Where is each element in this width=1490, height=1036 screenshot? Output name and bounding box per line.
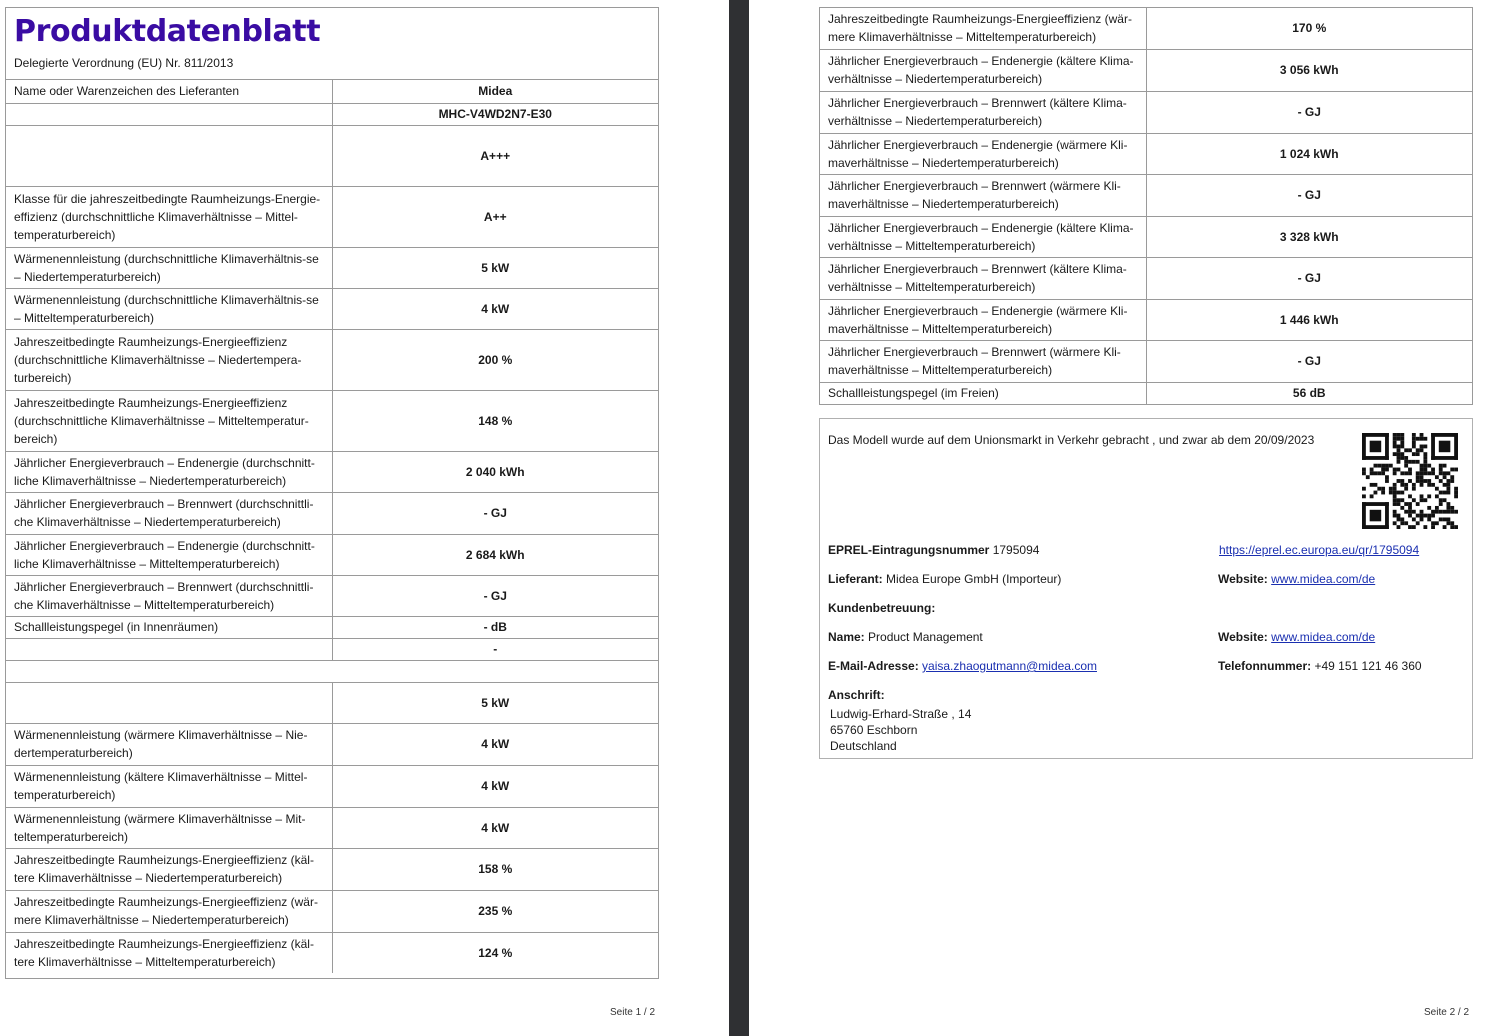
row-label: Schallleistungspegel (im Freien) (820, 382, 1146, 404)
row-value: 4 kW (332, 807, 658, 848)
row-value: - (332, 638, 658, 660)
table-row (820, 299, 1472, 340)
row-label: Jährlicher Energieverbrauch – Brennwert (kältere Klima-verhältnisse – Niedertemperaturbereich) (820, 91, 1146, 133)
row-value: - dB (332, 616, 658, 638)
table-row (6, 390, 658, 451)
row-value: 4 kW (332, 723, 658, 765)
row-label (6, 638, 332, 660)
row-value: - GJ (332, 492, 658, 534)
row-label: Jährlicher Energieverbrauch – Brennwert (wärmere Kli-maverhältnisse – Mitteltemperaturbereich) (820, 340, 1146, 382)
support-heading-text: Kundenbetreuung: (828, 601, 936, 615)
row-value: 4 kW (332, 288, 658, 329)
row-label: Jahreszeitbedingte Raumheizungs-Energieeffizienz (käl-tere Klimaverhältnisse – Niedertemperaturbereich) (6, 848, 332, 890)
email-label: E-Mail-Adresse: (828, 659, 919, 673)
supplier-info-box (819, 418, 1473, 759)
table-row (6, 247, 658, 288)
row-label: Name oder Warenzeichen des Lieferanten (6, 80, 332, 103)
row-value: Midea (478, 84, 513, 99)
row-label: Jahreszeitbedingte Raumheizungs-Energieeffizienz (wär-mere Klimaverhältnisse – Mitteltemperaturbereich) (820, 8, 1146, 49)
eprel-label: EPREL-Eintragungsnummer (828, 543, 990, 557)
page-number: Seite 1 / 2 (610, 1007, 656, 1018)
table-row (820, 340, 1472, 382)
row-value: - GJ (1146, 174, 1472, 216)
row-label: Jahreszeitbedingte Raumheizungs-Energieeffizienz (wär-mere Klimaverhältnisse – Niedertemperaturbereich) (6, 890, 332, 932)
email-link[interactable]: yaisa.zhaogutmann@midea.com (922, 659, 1097, 673)
row-value: A+++ (332, 125, 658, 186)
address-line: 65760 Eschborn (830, 723, 918, 737)
table-row (6, 638, 658, 660)
spec-table-page-2 (820, 8, 1472, 404)
row-value: 3 056 kWh (1146, 49, 1472, 91)
row-value: 158 % (332, 848, 658, 890)
market-date-text: Das Modell wurde auf dem Unionsmarkt in Verkehr gebracht , und zwar ab dem 20/09/2023 (828, 433, 1315, 447)
row-value: 1 024 kWh (1146, 133, 1472, 174)
eprel-link[interactable]: https://eprel.ec.europa.eu/qr/1795094 (1219, 543, 1420, 557)
supplier-line (828, 572, 1061, 586)
row-label: Jahreszeitbedingte Raumheizungs-Energieeffizienz (durchschnittliche Klimaverhältnisse – Mitteltemperatur-bereich) (6, 390, 332, 451)
table-row (6, 451, 658, 492)
table-row (6, 807, 658, 848)
row-label: Jährlicher Energieverbrauch – Brennwert (durchschnittli-che Klimaverhältnisse – Mitteltemperaturbereich) (6, 575, 332, 616)
page-number: Seite 2 / 2 (1424, 1007, 1470, 1018)
supplier-website-link[interactable]: www.midea.com/de (1271, 572, 1376, 586)
table-row (820, 382, 1472, 404)
table-row (820, 8, 1472, 49)
row-label: Klasse für die jahreszeitbedingte Raumheizungs-Energie-effizienz (durchschnittliche Klimaverhältnisse – Mittel-temperaturbereich) (6, 186, 332, 247)
row-value: - GJ (1146, 340, 1472, 382)
address-label: Anschrift: (828, 688, 885, 702)
page-title: Produktdatenblatt (14, 14, 321, 49)
row-value: 56 dB (1146, 382, 1472, 404)
row-value: 124 % (332, 932, 658, 973)
spec-table-page-1 (6, 80, 658, 973)
row-label: Jahreszeitbedingte Raumheizungs-Energieeffizienz (käl-tere Klimaverhältnisse – Mitteltemperaturbereich) (6, 932, 332, 973)
row-value: 2 684 kWh (332, 534, 658, 575)
supplier-website-line (1218, 572, 1375, 586)
table-row (6, 616, 658, 638)
table-row (6, 575, 658, 616)
row-value: 4 kW (332, 765, 658, 807)
row-label: Jährlicher Energieverbrauch – Endenergie (durchschnitt-liche Klimaverhältnisse – Mitteltemperaturbereich) (6, 534, 332, 575)
supplier-label: Lieferant: (828, 572, 883, 586)
row-label: Jahreszeitbedingte Raumheizungs-Energieeffizienz (durchschnittliche Klimaverhältnisse – Niedertempera-turbereich) (6, 329, 332, 390)
table-row (6, 682, 658, 723)
table-row (820, 49, 1472, 91)
table-row (6, 125, 658, 186)
support-website-link[interactable]: www.midea.com/de (1271, 630, 1376, 644)
row-label: Jährlicher Energieverbrauch – Endenergie (wärmere Kli-maverhältnisse – Niedertemperaturbereich) (820, 133, 1146, 174)
row-label: Wärmenennleistung (durchschnittliche Klimaverhältnis-se – Mitteltemperaturbereich) (6, 288, 332, 329)
product-data-sheet (5, 7, 659, 979)
support-website-line (1218, 630, 1375, 644)
regulation-subtitle: Delegierte Verordnung (EU) Nr. 811/2013 (14, 56, 234, 70)
sheet-header (6, 8, 658, 80)
table-row (6, 329, 658, 390)
table-row (6, 660, 658, 682)
website-label: Website: (1218, 630, 1268, 644)
table-row (820, 133, 1472, 174)
supplier-name: Midea Europe GmbH (Importeur) (886, 572, 1062, 586)
table-row (6, 103, 658, 125)
row-value: MHC-V4WD2N7-E30 (332, 103, 658, 125)
table-row (6, 534, 658, 575)
row-label: Jährlicher Energieverbrauch – Brennwert (wärmere Kli-maverhältnisse – Niedertemperaturbereich) (820, 174, 1146, 216)
phone-line (1218, 659, 1422, 673)
eprel-line (828, 543, 1039, 557)
row-label: Jährlicher Energieverbrauch – Endenergie (wärmere Kli-maverhältnisse – Mitteltemperaturbereich) (820, 299, 1146, 340)
contact-name: Product Management (868, 630, 983, 644)
row-label: Jährlicher Energieverbrauch – Endenergie (kältere Klima-verhältnisse – Mitteltemperaturbereich) (820, 216, 1146, 257)
page-1 (0, 0, 729, 1036)
table-row (820, 257, 1472, 299)
page-2 (749, 0, 1490, 1036)
eprel-number: 1795094 (992, 543, 1040, 557)
phone-label: Telefonnummer: (1218, 659, 1312, 673)
address-line: Deutschland (830, 739, 897, 753)
row-label: Wärmenennleistung (durchschnittliche Klimaverhältnis-se – Niedertemperaturbereich) (6, 247, 332, 288)
row-label: Wärmenennleistung (wärmere Klimaverhältnisse – Nie-dertemperaturbereich) (6, 723, 332, 765)
table-row (6, 765, 658, 807)
table-row (820, 91, 1472, 133)
name-label: Name: (828, 630, 865, 644)
row-value: A++ (332, 186, 658, 247)
row-value: - GJ (332, 575, 658, 616)
row-label: Wärmenennleistung (kältere Klimaverhältnisse – Mittel-temperaturbereich) (6, 765, 332, 807)
row-label: Jährlicher Energieverbrauch – Endenergie (durchschnitt-liche Klimaverhältnisse – Niedertemperaturbereich) (6, 451, 332, 492)
table-row (6, 848, 658, 890)
spacer-cell (6, 660, 658, 682)
row-label (6, 682, 332, 723)
table-row (6, 932, 658, 973)
page-divider (729, 0, 749, 1036)
table-row (6, 80, 658, 103)
row-value: - GJ (1146, 91, 1472, 133)
spec-continuation-sheet (819, 7, 1473, 405)
row-label (6, 125, 332, 186)
row-label: Jährlicher Energieverbrauch – Brennwert (durchschnittli-che Klimaverhältnisse – Niedertemperaturbereich) (6, 492, 332, 534)
row-value: 200 % (332, 329, 658, 390)
table-row (820, 216, 1472, 257)
row-value: 3 328 kWh (1146, 216, 1472, 257)
email-line (828, 659, 1097, 673)
website-label: Website: (1218, 572, 1268, 586)
contact-name-line (828, 630, 983, 644)
address-block (830, 706, 971, 754)
row-value: 2 040 kWh (332, 451, 658, 492)
table-row (6, 288, 658, 329)
row-value: 235 % (332, 890, 658, 932)
row-value: 148 % (332, 390, 658, 451)
row-value: - GJ (1146, 257, 1472, 299)
row-value: 5 kW (332, 682, 658, 723)
row-value: 1 446 kWh (1146, 299, 1472, 340)
row-label: Schallleistungspegel (in Innenräumen) (6, 616, 332, 638)
table-row (820, 174, 1472, 216)
table-row (6, 186, 658, 247)
support-heading (828, 601, 935, 615)
address-heading (828, 688, 885, 702)
table-row (6, 723, 658, 765)
row-label (6, 103, 332, 125)
table-row (6, 492, 658, 534)
row-label: Wärmenennleistung (wärmere Klimaverhältnisse – Mit-teltemperaturbereich) (6, 807, 332, 848)
qr-code-icon[interactable] (1362, 433, 1458, 529)
address-line: Ludwig-Erhard-Straße , 14 (830, 707, 972, 721)
phone-number: +49 151 121 46 360 (1314, 659, 1422, 673)
row-value: 5 kW (332, 247, 658, 288)
table-row (6, 890, 658, 932)
row-value: 170 % (1292, 21, 1327, 36)
row-label: Jährlicher Energieverbrauch – Brennwert (kältere Klima-verhältnisse – Mitteltemperaturbereich) (820, 257, 1146, 299)
row-label: Jährlicher Energieverbrauch – Endenergie (kältere Klima-verhältnisse – Niedertemperaturbereich) (820, 49, 1146, 91)
